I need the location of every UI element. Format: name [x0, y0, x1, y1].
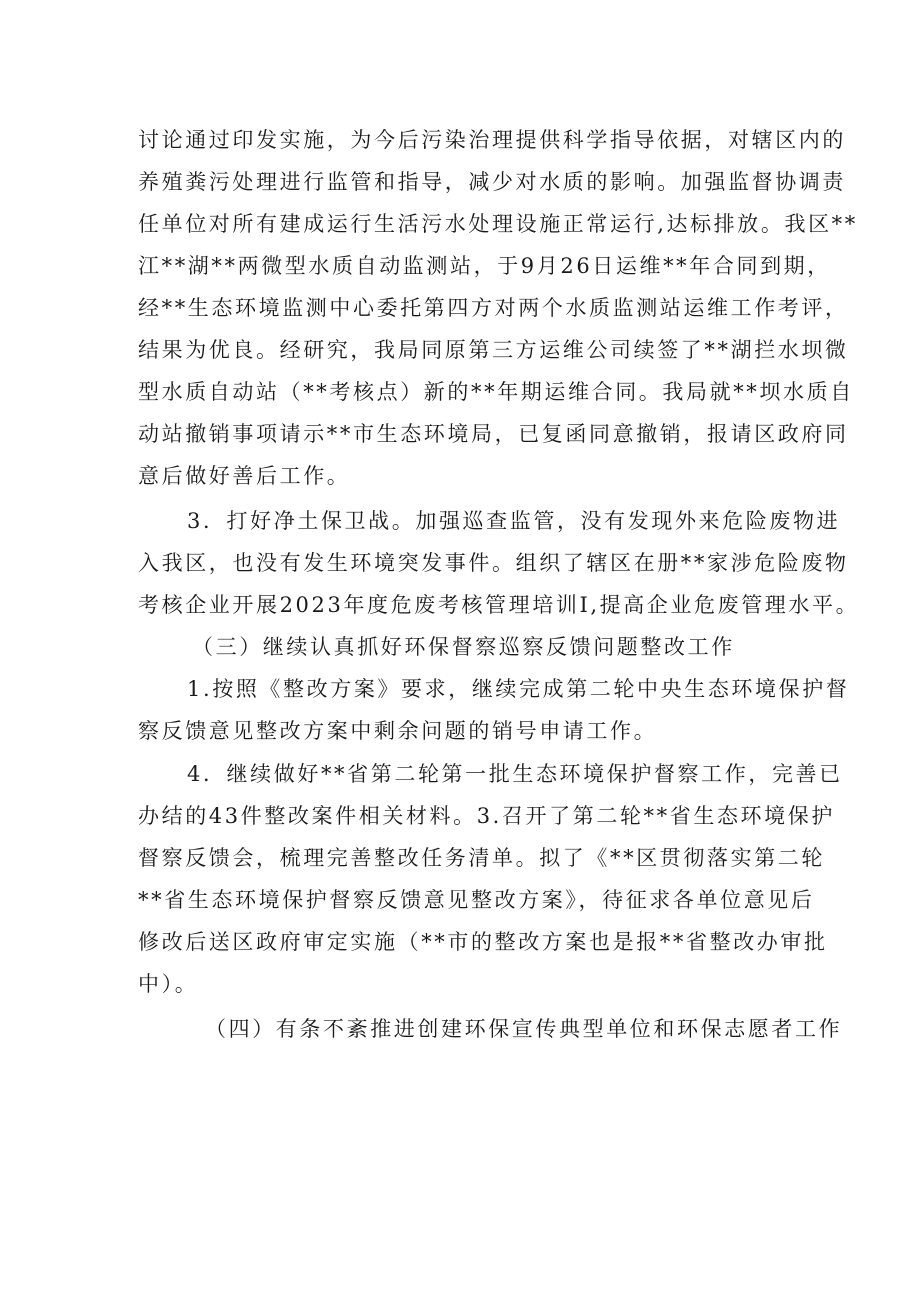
- paragraph-line: 4．继续做好**省第二轮第一批生态环境保护督察工作，完善已: [187, 762, 843, 786]
- section-heading: （三）继续认真抓好环保督察巡察反馈问题整改工作: [192, 635, 735, 659]
- paragraph-line: 养殖粪污处理进行监管和指导，减少对水质的影响。加强监督协调责: [138, 170, 846, 194]
- paragraph-line: **省生态环境保护督察反馈意见整改方案》，待征求各单位意见后: [138, 888, 815, 912]
- paragraph-line: 江**湖**两微型水质自动监测站，于9月26日运维**年合同到期，: [138, 254, 831, 278]
- paragraph-line: 结果为优良。经研究，我局同原第三方运维公司续签了**湖拦水坝微: [138, 338, 849, 362]
- paragraph-line: 入我区，也没有发生环境突发事件。组织了辖区在册**家涉危险废物: [138, 551, 849, 575]
- paragraph-line: 意后做好善后工作。: [138, 464, 351, 488]
- paragraph-line: 察反馈意见整改方案中剩余问题的销号申请工作。: [138, 719, 658, 743]
- paragraph-line: 中）。: [138, 972, 199, 996]
- paragraph-line: 修改后送区政府审定实施（**市的整改方案也是报**省整改办审批: [138, 930, 828, 954]
- paragraph-line: 讨论通过印发实施，为今后污染治理提供科学指导依据，对辖区内的: [138, 128, 846, 152]
- section-heading: （四）有条不紊推进创建环保宣传典型单位和环保志愿者工作: [205, 1017, 843, 1041]
- paragraph-line: 办结的43件整改案件相关材料。3.召开了第二轮**省生态环境保护: [138, 804, 835, 828]
- paragraph-line: 1.按照《整改方案》要求，继续完成第二轮中央生态环境保护督: [187, 677, 850, 701]
- paragraph-line: 任单位对所有建成运行生活污水处理设施正常运行,达标排放。我区**: [138, 212, 858, 236]
- paragraph-line: 考核企业开展2023年度危废考核管理培训I,提高企业危废管理水平。: [138, 593, 860, 617]
- paragraph-line: 3．打好净土保卫战。加强巡查监管，没有发现外来危险废物进: [187, 509, 841, 533]
- paragraph-line: 经**生态环境监测中心委托第四方对两个水质监测站运维工作考评，: [138, 296, 849, 320]
- paragraph-line: 动站撤销事项请示**市生态环境局，已复函同意撤销，报请区政府同: [138, 422, 849, 446]
- paragraph-line: 型水质自动站（**考核点）新的**年期运维合同。我局就**坝水质自: [138, 380, 854, 404]
- paragraph-line: 督察反馈会，梳理完善整改任务清单。拟了《**区贯彻落实第二轮: [138, 846, 825, 870]
